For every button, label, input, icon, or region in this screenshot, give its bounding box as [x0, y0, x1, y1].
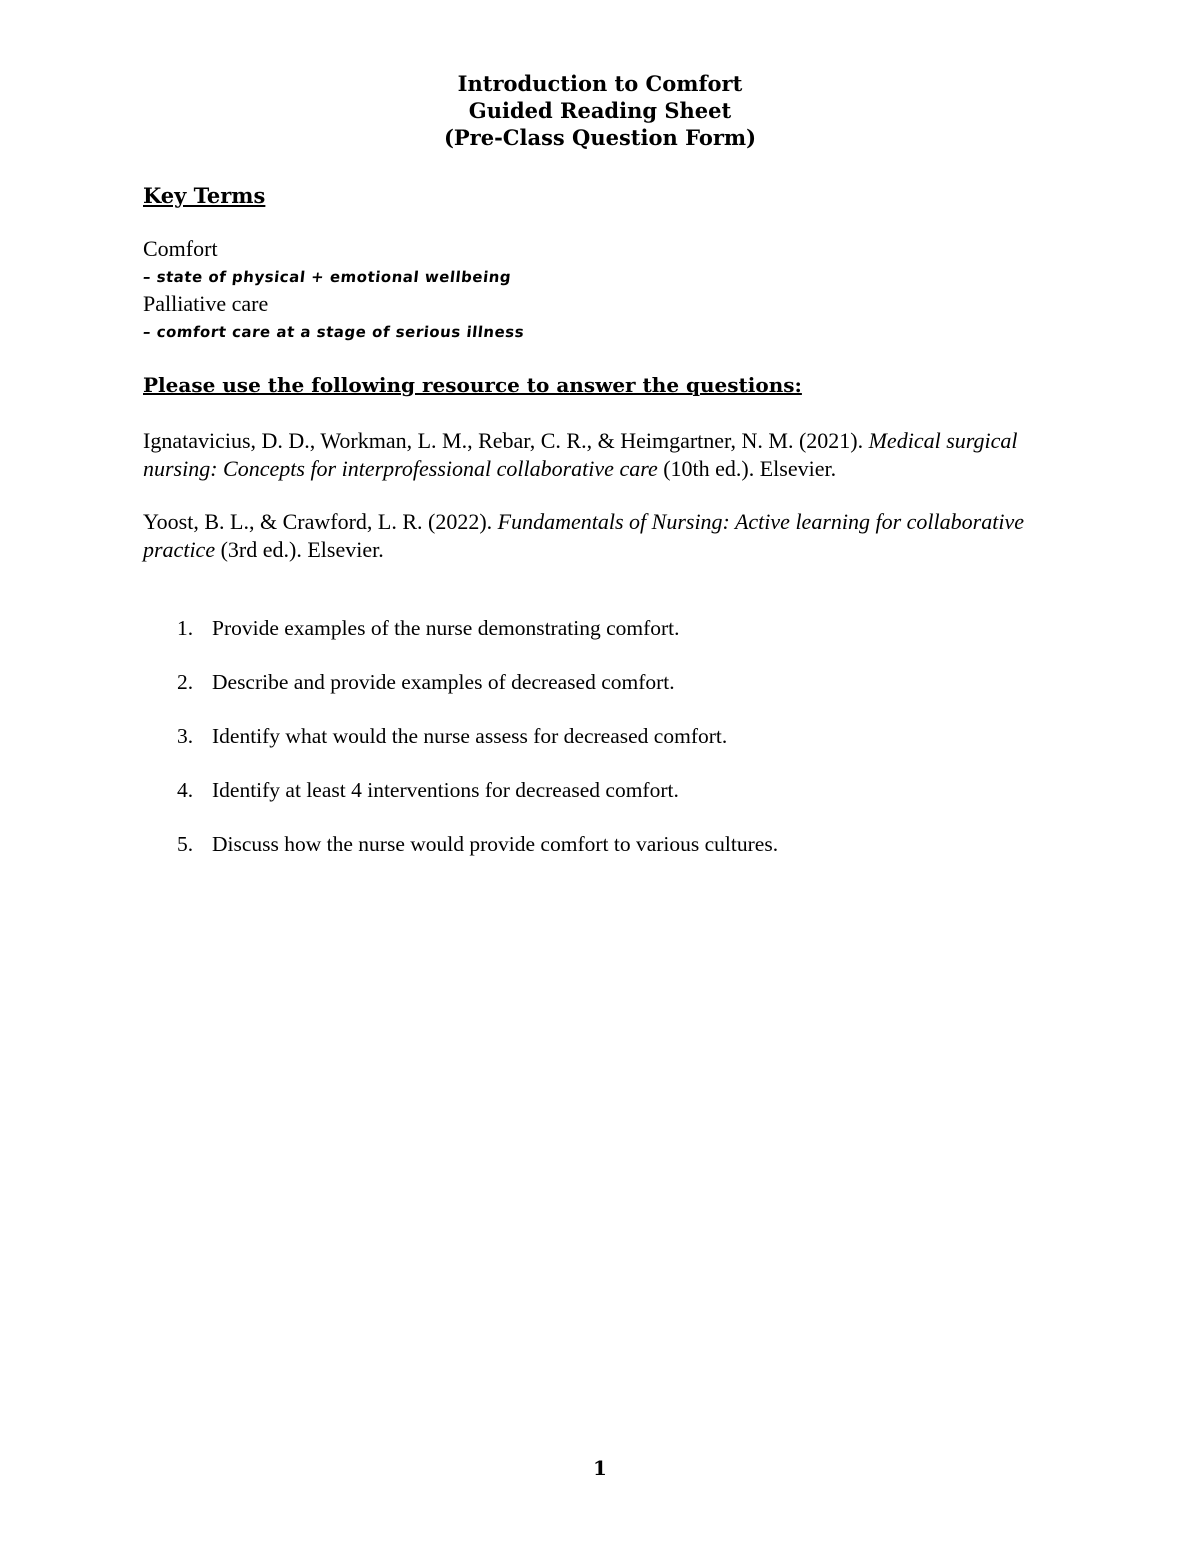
- page-number: 1: [593, 1456, 607, 1480]
- question-item: [143, 616, 1043, 670]
- question-number: 3.: [177, 724, 194, 748]
- key-term-comfort: Comfort: [143, 236, 218, 261]
- question-text: Describe and provide examples of decreased comfort.: [212, 670, 675, 694]
- question-number: 4.: [177, 778, 194, 802]
- reference-authors: Yoost, B. L., & Crawford, L. R. (2022).: [143, 509, 498, 534]
- reference-title: Fundamentals of Nursing: Active learning for collaborative practice: [143, 509, 1024, 562]
- question-item: [143, 724, 1043, 778]
- question-text: Provide examples of the nurse demonstrating comfort.: [212, 616, 680, 640]
- question-number: 2.: [177, 670, 194, 694]
- question-text: Identify at least 4 interventions for decreased comfort.: [212, 778, 679, 802]
- question-item: [143, 832, 1043, 886]
- document-title: Introduction to Comfort: [457, 71, 743, 96]
- reference-edition: (3rd ed.). Elsevier.: [215, 537, 384, 562]
- document-subtitle: Guided Reading Sheet: [468, 98, 732, 123]
- question-text: Discuss how the nurse would provide comfort to various cultures.: [212, 832, 779, 856]
- reference-title: Medical surgical nursing: Concepts for interprofessional collaborative care: [143, 428, 1018, 481]
- question-number: 5.: [177, 832, 194, 856]
- reference-yoost: [143, 508, 1043, 564]
- handwritten-note-comfort: – state of physical + emotional wellbeing: [142, 268, 513, 286]
- question-list: [143, 616, 1043, 886]
- resources-heading: Please use the following resource to answer the questions:: [143, 373, 802, 397]
- reference-authors: Ignatavicius, D. D., Workman, L. M., Rebar, C. R., & Heimgartner, N. M. (2021).: [143, 428, 869, 453]
- question-item: [143, 670, 1043, 724]
- key-term-palliative-care: Palliative care: [143, 291, 269, 316]
- question-number: 1.: [177, 616, 194, 640]
- reference-edition: (10th ed.). Elsevier.: [657, 456, 837, 481]
- reference-ignatavicius: [143, 427, 1043, 483]
- question-text: Identify what would the nurse assess for decreased comfort.: [212, 724, 728, 748]
- question-item: [143, 778, 1043, 832]
- title-block: [0, 70, 1200, 151]
- handwritten-note-palliative-care: – comfort care at a stage of serious illness: [142, 323, 526, 341]
- key-terms-heading: Key Terms: [143, 183, 266, 208]
- form-type: (Pre-Class Question Form): [443, 125, 757, 150]
